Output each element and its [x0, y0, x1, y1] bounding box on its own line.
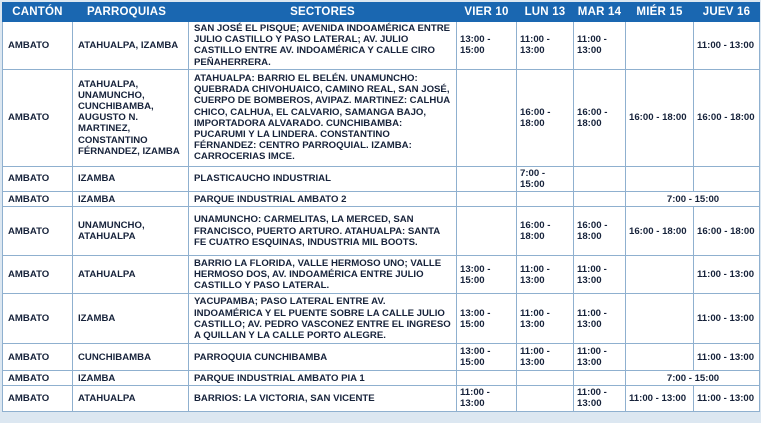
table-row — [3, 386, 760, 411]
table-row — [3, 371, 760, 386]
sectores-cell: ATAHUALPA: BARRIO EL BELÉN. UNAMUNCHO: QUEBRADA CHIVOHUAICO, CAMINO REAL, SAN JOSÉ, CUERPO DE BOMBEROS, AVIPAZ. MARTINEZ: CALHUA CHICO, CALHUA, EL CALVARIO, SAMANGA BAJO, IMPORTADORA ALVARADO. CUNCHIBAMBA: PUCARUMI Y LA LINDERA. CONSTANTINO FÉRNANDEZ: CENTRO PARROQUIAL. IZAMBA: CARROCERIAS IMCE. — [189, 69, 457, 166]
header-parroquias: PARROQUIAS — [73, 3, 189, 22]
mar-cell: 11:00 - 13:00 — [574, 344, 626, 371]
sectores-cell: BARRIOS: LA VICTORIA, SAN VICENTE — [189, 386, 457, 411]
mar-cell — [574, 192, 626, 207]
vier-cell: 13:00 - 15:00 — [457, 294, 517, 344]
canton-cell: AMBATO — [3, 371, 73, 386]
mar-cell: 16:00 - 18:00 — [574, 207, 626, 256]
mar-cell: 11:00 - 13:00 — [574, 386, 626, 411]
mier-juev-cell: 7:00 - 15:00 — [626, 192, 760, 207]
parroquias-cell: CUNCHIBAMBA — [73, 344, 189, 371]
sectores-cell: BARRIO LA FLORIDA, VALLE HERMOSO UNO; VALLE HERMOSO DOS, AV. INDOAMÉRICA ENTRE JULIO CASTILLO Y PASO LATERAL. — [189, 256, 457, 294]
sectores-cell: PARQUE INDUSTRIAL AMBATO PIA 1 — [189, 371, 457, 386]
vier-cell: 11:00 - 13:00 — [457, 386, 517, 411]
juev-cell — [694, 166, 760, 191]
juev-cell: 11:00 - 13:00 — [694, 22, 760, 70]
mar-cell — [574, 166, 626, 191]
header-sectores: SECTORES — [189, 3, 457, 22]
juev-cell: 11:00 - 13:00 — [694, 256, 760, 294]
parroquias-cell: ATAHUALPA — [73, 386, 189, 411]
lun-cell: 16:00 - 18:00 — [517, 207, 574, 256]
lun-cell: 7:00 - 15:00 — [517, 166, 574, 191]
table-row — [3, 22, 760, 70]
parroquias-cell: IZAMBA — [73, 166, 189, 191]
mar-cell — [574, 371, 626, 386]
canton-cell: AMBATO — [3, 22, 73, 70]
vier-cell — [457, 371, 517, 386]
parroquias-cell: UNAMUNCHO, ATAHUALPA — [73, 207, 189, 256]
mier-cell — [626, 344, 694, 371]
parroquias-cell: ATAHUALPA, UNAMUNCHO, CUNCHIBAMBA, AUGUSTO N. MARTINEZ, CONSTANTINO FÉRNANDEZ, IZAMBA — [73, 69, 189, 166]
vier-cell: 13:00 - 15:00 — [457, 344, 517, 371]
lun-cell: 16:00 - 18:00 — [517, 69, 574, 166]
parroquias-cell: ATAHUALPA, IZAMBA — [73, 22, 189, 70]
lun-cell: 11:00 - 13:00 — [517, 22, 574, 70]
parroquias-cell: IZAMBA — [73, 192, 189, 207]
mier-cell — [626, 294, 694, 344]
canton-cell: AMBATO — [3, 344, 73, 371]
mar-cell: 11:00 - 13:00 — [574, 256, 626, 294]
mar-cell: 11:00 - 13:00 — [574, 22, 626, 70]
vier-cell — [457, 69, 517, 166]
canton-cell: AMBATO — [3, 386, 73, 411]
mier-cell — [626, 166, 694, 191]
canton-cell: AMBATO — [3, 69, 73, 166]
canton-cell: AMBATO — [3, 256, 73, 294]
table-row — [3, 256, 760, 294]
vier-cell — [457, 207, 517, 256]
juev-cell: 16:00 - 18:00 — [694, 69, 760, 166]
juev-cell: 11:00 - 13:00 — [694, 386, 760, 411]
table-row — [3, 69, 760, 166]
vier-cell — [457, 166, 517, 191]
mier-cell: 16:00 - 18:00 — [626, 207, 694, 256]
sectores-cell: YACUPAMBA; PASO LATERAL ENTRE AV. INDOAMÉRICA Y EL PUENTE SOBRE LA CALLE JULIO CASTILLO; AV. PEDRO VASCONEZ ENTRE EL INGRESO A QUILLAN Y LA CALLE PORTO ALEGRE. — [189, 294, 457, 344]
header-lun: LUN 13 — [517, 3, 574, 22]
parroquias-cell: IZAMBA — [73, 294, 189, 344]
lun-cell — [517, 371, 574, 386]
table-row — [3, 166, 760, 191]
parroquias-cell: ATAHUALPA — [73, 256, 189, 294]
canton-cell: AMBATO — [3, 294, 73, 344]
sectores-cell: PARROQUIA CUNCHIBAMBA — [189, 344, 457, 371]
juev-cell: 11:00 - 13:00 — [694, 344, 760, 371]
canton-cell: AMBATO — [3, 207, 73, 256]
mar-cell: 11:00 - 13:00 — [574, 294, 626, 344]
mar-cell: 16:00 - 18:00 — [574, 69, 626, 166]
sectores-cell: UNAMUNCHO: CARMELITAS, LA MERCED, SAN FRANCISCO, PUERTO ARTURO. ATAHUALPA: SANTA FE CUATRO ESQUINAS, INDUSTRIA MIL BOOTS. — [189, 207, 457, 256]
mier-cell: 11:00 - 13:00 — [626, 386, 694, 411]
lun-cell: 11:00 - 13:00 — [517, 294, 574, 344]
header-mar: MAR 14 — [574, 3, 626, 22]
juev-cell: 11:00 - 13:00 — [694, 294, 760, 344]
canton-cell: AMBATO — [3, 192, 73, 207]
lun-cell: 11:00 - 13:00 — [517, 256, 574, 294]
sectores-cell: PARQUE INDUSTRIAL AMBATO 2 — [189, 192, 457, 207]
vier-cell: 13:00 - 15:00 — [457, 22, 517, 70]
header-canton: CANTÓN — [3, 3, 73, 22]
canton-cell: AMBATO — [3, 166, 73, 191]
schedule-container — [2, 2, 759, 412]
sectores-cell: SAN JOSÉ EL PISQUE; AVENIDA INDOAMÉRICA ENTRE JULIO CASTILLO Y PASO LATERAL; AV. JULIO CASTILLO ENTRE AV. INDOAMÉRICA Y CALLE CIRO PEÑAHERRERA. — [189, 22, 457, 70]
lun-cell — [517, 192, 574, 207]
table-row — [3, 344, 760, 371]
header-juev: JUEV 16 — [694, 3, 760, 22]
mier-juev-cell: 7:00 - 15:00 — [626, 371, 760, 386]
lun-cell: 11:00 - 13:00 — [517, 344, 574, 371]
parroquias-cell: IZAMBA — [73, 371, 189, 386]
lun-cell — [517, 386, 574, 411]
sectores-cell: PLASTICAUCHO INDUSTRIAL — [189, 166, 457, 191]
header-row — [3, 3, 760, 22]
mier-cell — [626, 22, 694, 70]
header-vier: VIER 10 — [457, 3, 517, 22]
power-cut-schedule-table — [2, 2, 760, 412]
table-row — [3, 207, 760, 256]
vier-cell: 13:00 - 15:00 — [457, 256, 517, 294]
header-mier: MIÉR 15 — [626, 3, 694, 22]
mier-cell: 16:00 - 18:00 — [626, 69, 694, 166]
vier-cell — [457, 192, 517, 207]
table-row — [3, 192, 760, 207]
mier-cell — [626, 256, 694, 294]
table-row — [3, 294, 760, 344]
juev-cell: 16:00 - 18:00 — [694, 207, 760, 256]
